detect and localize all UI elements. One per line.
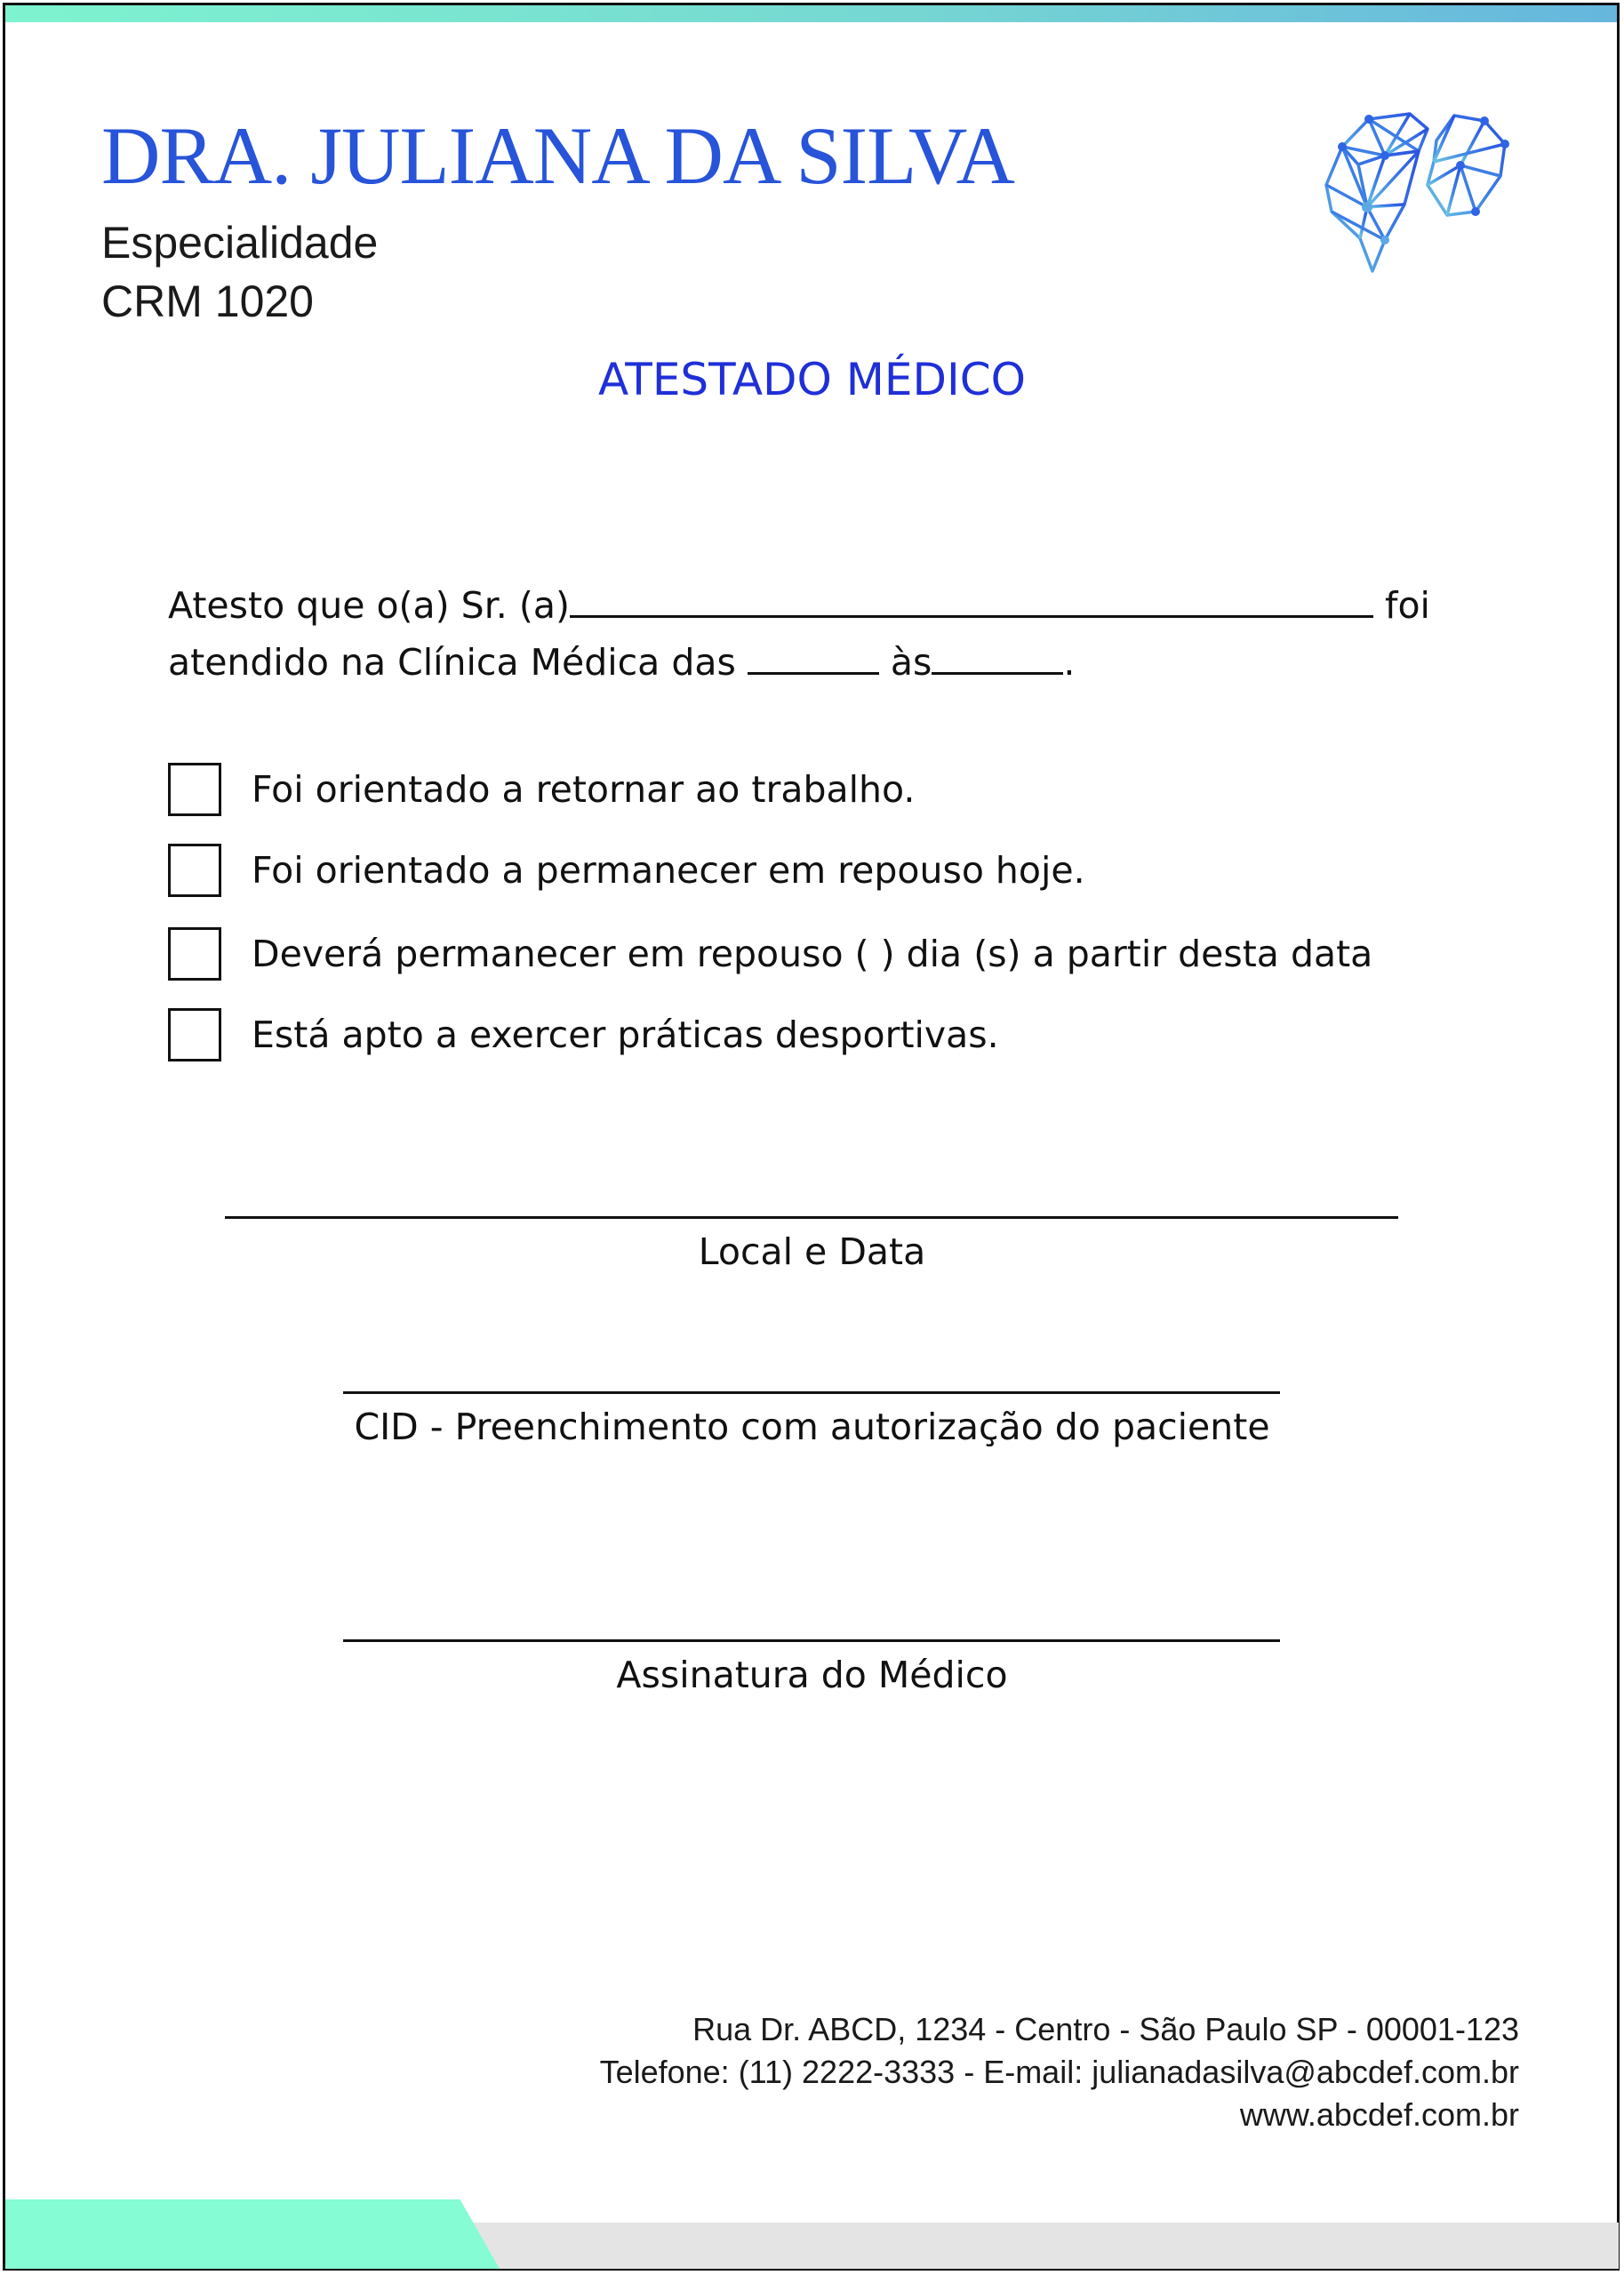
footer-contact: Telefone: (11) 2222-3333 - E-mail: julianadasilva@abcdef.com.br xyxy=(599,2054,1519,2090)
page-frame xyxy=(3,3,1620,2271)
local-data-label: Local e Data xyxy=(698,1230,926,1273)
footer-address: Rua Dr. ABCD, 1234 - Centro - São Paulo SP - 00001-123 xyxy=(692,2011,1519,2047)
start-time-field[interactable] xyxy=(748,635,879,675)
brain-network-icon xyxy=(1323,107,1522,277)
option-label: Deverá permanecer em repouso ( ) dia (s) a partir desta data xyxy=(252,933,1373,975)
end-time-field[interactable] xyxy=(932,635,1063,675)
crm-number: CRM 1020 xyxy=(101,276,314,326)
patient-name-field[interactable] xyxy=(570,578,1373,618)
attest-line2-suffix: . xyxy=(1063,641,1076,684)
option-label: Foi orientado a permanecer em repouso hoje. xyxy=(252,849,1085,892)
checkbox[interactable] xyxy=(168,1008,221,1061)
attest-line1-suffix: foi xyxy=(1372,584,1430,627)
option-label: Está apto a exercer práticas desportivas. xyxy=(252,1013,999,1056)
attest-line-2 xyxy=(168,635,1075,684)
checkbox[interactable] xyxy=(168,763,221,816)
option-label: Foi orientado a retornar ao trabalho. xyxy=(252,768,916,811)
specialty: Especialidade xyxy=(101,218,379,268)
option-return-to-work xyxy=(168,761,915,818)
doctor-name: DRA. JULIANA DA SILVA xyxy=(101,110,1014,201)
footer-website: www.abcdef.com.br xyxy=(1239,2096,1519,2133)
attest-line2-prefix: atendido na Clínica Médica das xyxy=(168,641,748,684)
checkbox[interactable] xyxy=(168,844,221,897)
attest-line2-middle: às xyxy=(878,641,932,684)
cid-label: CID - Preenchimento com autorização do paciente xyxy=(354,1406,1270,1448)
attest-line1-prefix: Atesto que o(a) Sr. (a) xyxy=(168,584,570,627)
local-data-line[interactable] xyxy=(225,1216,1398,1219)
option-rest-days xyxy=(168,925,1372,982)
cid-line[interactable] xyxy=(343,1391,1280,1394)
checkbox[interactable] xyxy=(168,927,221,981)
doctor-signature-label: Assinatura do Médico xyxy=(616,1654,1008,1696)
document-title: ATESTADO MÉDICO xyxy=(597,354,1027,405)
option-sports-fit xyxy=(168,1006,999,1063)
attest-line-1 xyxy=(168,578,1430,627)
doctor-signature-line[interactable] xyxy=(343,1639,1280,1642)
footer-mint-band xyxy=(5,2199,500,2269)
option-rest-today xyxy=(168,842,1085,899)
